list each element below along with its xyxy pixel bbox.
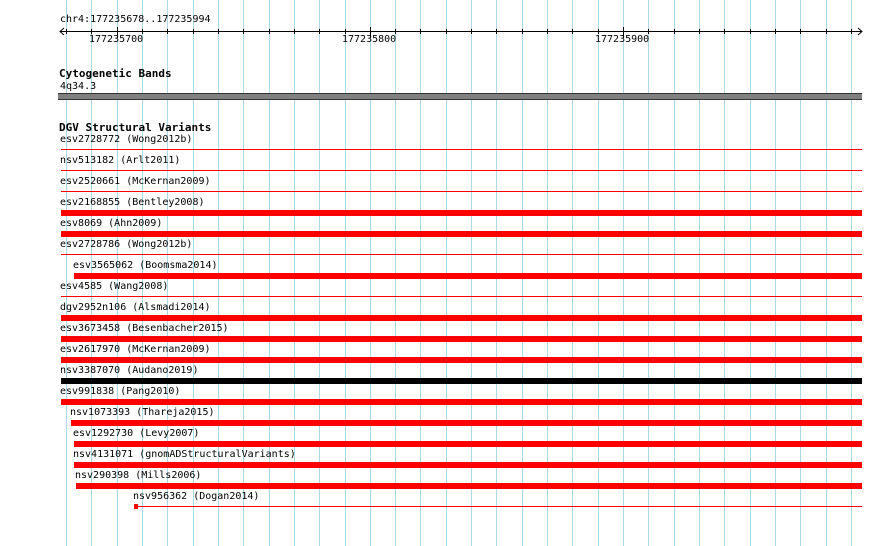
ruler-tick-label: 177235900 (595, 34, 650, 45)
dgv-variant-line[interactable] (61, 191, 862, 192)
dgv-variant-label[interactable]: esv3565062 (Boomsma2014) (73, 260, 218, 271)
dgv-variant-bar[interactable] (61, 336, 862, 342)
dgv-variant-bar[interactable] (71, 420, 862, 426)
dgv-variant-label[interactable]: dgv2952n106 (Alsmadi2014) (60, 302, 211, 313)
ruler-tick-label: 177235800 (342, 34, 397, 45)
dgv-track-title: DGV Structural Variants (59, 121, 212, 134)
dgv-variant-label[interactable]: esv3673458 (Besenbacher2015) (60, 323, 229, 334)
dgv-variant-label[interactable]: esv2520661 (McKernan2009) (60, 176, 211, 187)
dgv-variant-bar[interactable] (74, 441, 862, 447)
dgv-variant-bar[interactable] (61, 399, 862, 405)
dgv-variant-start-block[interactable] (134, 504, 138, 509)
dgv-variant-label[interactable]: nsv1073393 (Thareja2015) (70, 407, 215, 418)
dgv-variant-label[interactable]: nsv4131071 (gnomADStructuralVariants) (73, 449, 296, 460)
dgv-variant-line[interactable] (61, 149, 862, 150)
dgv-variant-line[interactable] (61, 170, 862, 171)
dgv-variant-label[interactable]: esv991838 (Pang2010) (60, 386, 181, 397)
dgv-variant-label[interactable]: esv2728786 (Wong2012b) (60, 239, 193, 250)
dgv-variant-bar[interactable] (74, 462, 862, 468)
dgv-variant-label[interactable]: nsv956362 (Dogan2014) (133, 491, 260, 502)
dgv-variant-label[interactable]: esv4585 (Wang2008) (60, 281, 169, 292)
dgv-variant-bar[interactable] (61, 315, 862, 321)
dgv-variant-label[interactable]: nsv290398 (Mills2006) (75, 470, 202, 481)
dgv-variant-bar[interactable] (61, 210, 862, 216)
dgv-variant-bar[interactable] (61, 378, 862, 384)
dgv-variant-label[interactable]: nsv513182 (Arlt2011) (60, 155, 181, 166)
dgv-variant-label[interactable]: nsv3387070 (Audano2019) (60, 365, 199, 376)
dgv-variant-label[interactable]: esv8069 (Ahn2009) (60, 218, 163, 229)
location-label: chr4:177235678..177235994 (60, 14, 211, 25)
dgv-variant-label[interactable]: esv2728772 (Wong2012b) (60, 134, 193, 145)
dgv-variant-line[interactable] (61, 254, 862, 255)
dgv-variant-bar[interactable] (61, 231, 862, 237)
dgv-variant-line[interactable] (134, 506, 862, 507)
dgv-variant-label[interactable]: esv1292730 (Levy2007) (73, 428, 200, 439)
dgv-variant-bar[interactable] (61, 357, 862, 363)
dgv-variant-bar[interactable] (76, 483, 862, 489)
dgv-variant-line[interactable] (61, 296, 862, 297)
dgv-variant-bar[interactable] (74, 273, 862, 279)
cytoband-label: 4q34.3 (60, 81, 97, 92)
dgv-variant-label[interactable]: esv2168855 (Bentley2008) (60, 197, 205, 208)
cytogenetic-bands-title: Cytogenetic Bands (59, 67, 172, 80)
dgv-variant-label[interactable]: esv2617970 (McKernan2009) (60, 344, 211, 355)
ruler-tick-label: 177235700 (89, 34, 144, 45)
